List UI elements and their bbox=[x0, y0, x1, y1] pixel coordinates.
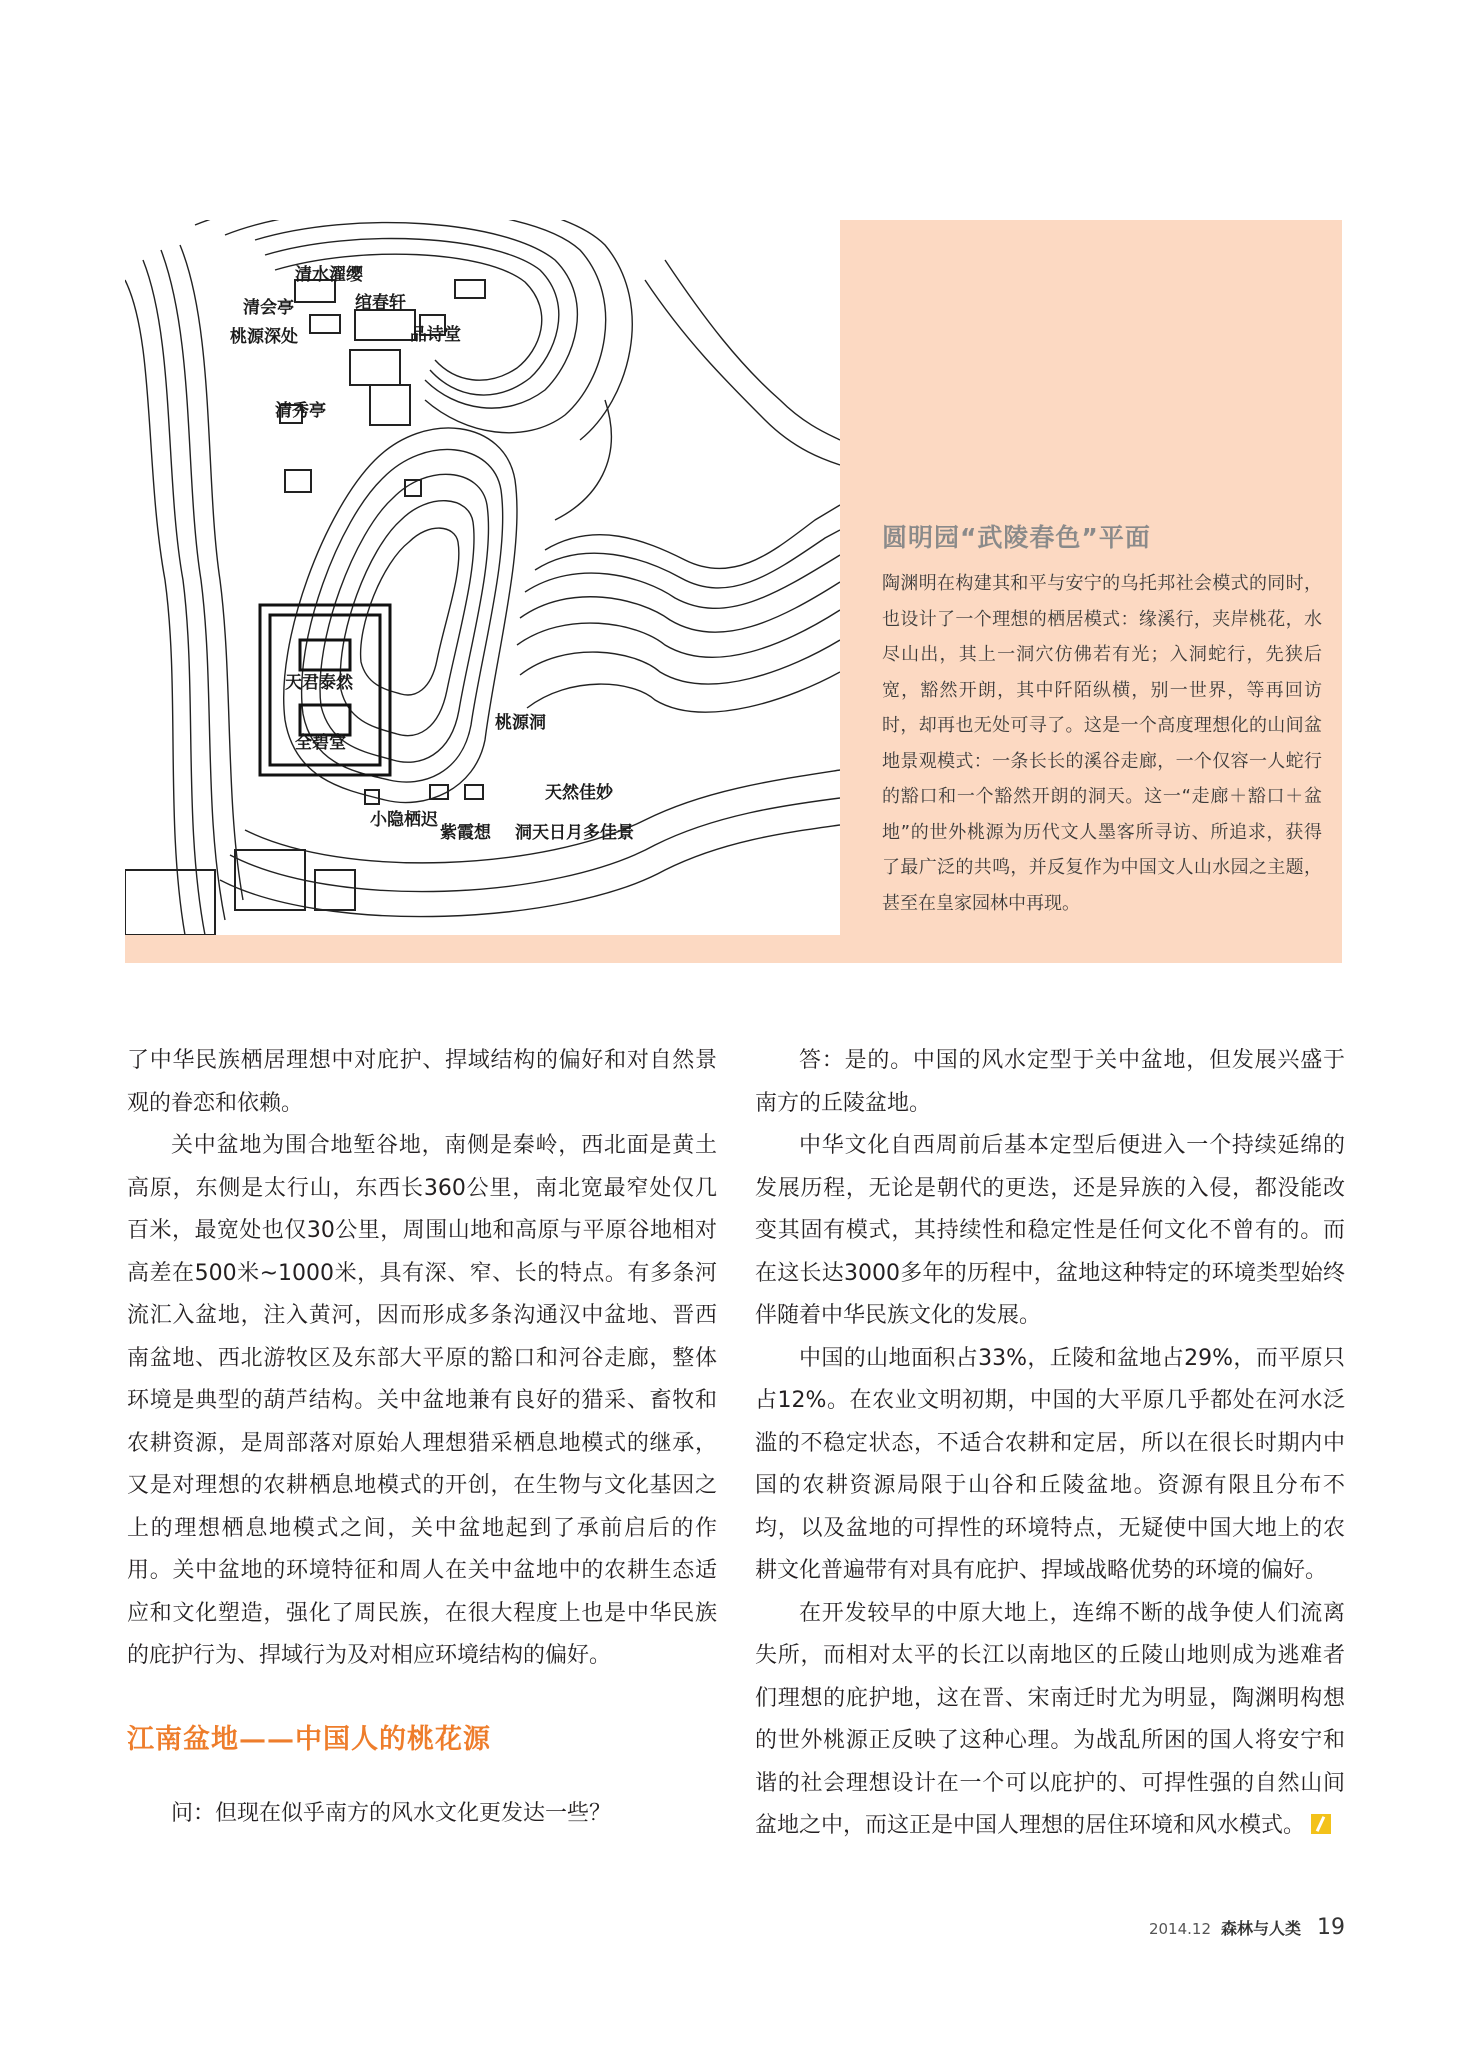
paragraph-last bbox=[755, 1593, 1345, 1848]
garden-plan-map bbox=[125, 220, 840, 935]
svg-text:清秀亭 bbox=[275, 400, 326, 421]
building bbox=[235, 850, 305, 910]
svg-text:绾春轩 bbox=[355, 292, 406, 313]
svg-text:洞天日月多佳景 bbox=[515, 822, 634, 843]
right-column bbox=[755, 1040, 1345, 1848]
map-label: 品诗堂 bbox=[410, 325, 461, 345]
svg-text:桃源洞 bbox=[495, 712, 546, 733]
building bbox=[430, 785, 448, 799]
contour-line bbox=[545, 505, 840, 569]
map-label: 清秀亭 bbox=[275, 401, 326, 421]
page-number: 19 bbox=[1317, 1915, 1345, 1940]
building bbox=[315, 870, 355, 910]
page-footer bbox=[1149, 1915, 1345, 1940]
paragraph-text: 在开发较早的中原大地上，连绵不断的战争使人们流离失所，而相对太平的长江以南地区的丘陵山地则成为逃难者们理想的庇护地，这在晋、宋南迁时尤为明显，陶渊明构想的世外桃源正反映了这种心理。为战乱所困的国人将安宁和谐的社会理想设计在一个可以庇护的、可捍性强的自然山间盆地之中，而这正是中国人理想的居住环境和风水模式。 bbox=[755, 1600, 1345, 1838]
svg-text:桃源深处 bbox=[230, 326, 298, 347]
end-mark-icon bbox=[1311, 1814, 1331, 1834]
contour-line bbox=[517, 610, 840, 657]
building bbox=[465, 785, 483, 799]
paragraph: 中国的山地面积占33%，丘陵和盆地占29%，而平原只占12%。在农业文明初期，中国的大平原几乎都处在河水泛滥的不稳定状态，不适合农耕和定居，所以在很长时期内中国的农耕资源局限于山谷和丘陵盆地。资源有限且分布不均，以及盆地的可捍性的环境特点，无疑使中国大地上的农耕文化普遍带有对具有庇护、捍域战略优势的环境的偏好。 bbox=[755, 1345, 1345, 1583]
map-label: 桃源洞 bbox=[495, 713, 546, 733]
contour-line bbox=[143, 260, 205, 935]
paragraph: 了中华民族栖居理想中对庇护、捍域结构的偏好和对自然景观的眷恋和依赖。 bbox=[127, 1048, 717, 1116]
map-label: 绾春轩 bbox=[355, 293, 406, 313]
contour-line bbox=[125, 280, 185, 935]
building bbox=[125, 870, 215, 935]
building bbox=[355, 310, 415, 340]
map-label: 清会亭 bbox=[243, 298, 294, 318]
contour-line bbox=[527, 672, 840, 712]
contour-line bbox=[255, 223, 577, 409]
paragraph: 中华文化自西周前后基本定型后便进入一个持续延绵的发展历程，无论是朝代的更迭，还是异族的入侵，都没能改变其固有模式，其持续性和稳定性是任何文化不曾有的。而在这长达3000多年的历程中，盆地这种特定的环境类型始终伴随着中华民族文化的发展。 bbox=[755, 1133, 1345, 1328]
svg-text:天君泰然 bbox=[285, 672, 354, 693]
contour-line bbox=[665, 260, 840, 440]
paragraph: 答：是的。中国的风水定型于关中盆地，但发展兴盛于南方的丘陵盆地。 bbox=[755, 1048, 1345, 1116]
svg-text:清会亭 bbox=[243, 297, 294, 318]
contour-line bbox=[340, 501, 474, 736]
contour-line bbox=[645, 280, 840, 465]
building bbox=[455, 280, 485, 298]
section-heading: 江南盆地——中国人的桃花源 bbox=[127, 1723, 491, 1755]
caption-title: 圆明园“武陵春色”平面 bbox=[882, 523, 1151, 552]
map-label: 紫霞想 bbox=[440, 823, 491, 843]
svg-text:全碧堂 bbox=[295, 732, 346, 753]
building bbox=[285, 470, 311, 492]
map-label: 天然佳妙 bbox=[545, 783, 613, 803]
contour-map-drawing bbox=[125, 220, 840, 935]
map-label: 小隐栖迟 bbox=[370, 810, 438, 830]
contour-line bbox=[520, 640, 840, 684]
magazine-name: 森林与人类 bbox=[1220, 1919, 1301, 1938]
map-label: 清水濯缨 bbox=[295, 265, 363, 285]
left-column bbox=[127, 1040, 717, 1836]
map-label: 洞天日月多佳景 bbox=[515, 823, 634, 843]
contour-line bbox=[555, 400, 611, 520]
map-label: 全碧堂 bbox=[295, 733, 346, 753]
svg-text:紫霞想 bbox=[440, 822, 492, 843]
paragraph: 关中盆地为围合地堑谷地，南侧是秦岭，西北面是黄土高原，东侧是太行山，东西长360公里，南北宽最窄处仅几百米，最宽处也仅30公里，周围山地和高原与平原谷地相对高差在500米~1000米，具有深、窄、长的特点。有多条河流汇入盆地，注入黄河，因而形成多条沟通汉中盆地、晋西南盆地、西北游牧区及东部大平原的豁口和河谷走廊，整体环境是典型的葫芦结构。关中盆地兼有良好的猎采、畜牧和农耕资源，是周部落对原始人理想猎采栖息地模式的继承，又是对理想的农耕栖息地模式的开创，在生物与文化基因之上的理想栖息地模式之间，关中盆地起到了承前启后的作用。关中盆地的环境特征和周人在关中盆地中的农耕生态适应和文化塑造，强化了周民族，在很大程度上也是中华民族的庇护行为、捍域行为及对相应环境结构的偏好。 bbox=[127, 1133, 717, 1668]
building bbox=[350, 350, 400, 385]
svg-text:小隐栖迟 bbox=[370, 809, 438, 830]
figure-caption bbox=[882, 518, 1322, 921]
map-label: 天君泰然 bbox=[285, 673, 353, 693]
building bbox=[370, 385, 410, 425]
svg-text:清水濯缨 bbox=[295, 264, 363, 285]
question-text: 问：但现在似乎南方的风水文化更发达一些？ bbox=[171, 1801, 612, 1826]
building bbox=[310, 315, 340, 333]
issue-date: 2014.12 bbox=[1148, 1920, 1211, 1938]
caption-body: 陶渊明在构建其和平与安宁的乌托邦社会模式的同时，也设计了一个理想的栖居模式：缘溪行，夹岸桃花，水尽山出，其上一洞穴仿佛若有光；入洞蛇行，先狭后宽，豁然开朗，其中阡陌纵横，别一世界，等再回访时，却再也无处可寻了。这是一个高度理想化的山间盆地景观模式：一条长长的溪谷走廊，一个仅容一人蛇行的豁口和一个豁然开朗的洞天。这一“走廊＋豁口＋盆地”的世外桃源为历代文人墨客所寻访、所追求，获得了最广泛的共鸣，并反复作为中国文人山水园之主题，甚至在皇家园林中再现。 bbox=[882, 573, 1322, 914]
contour-line bbox=[230, 798, 840, 892]
map-label: 桃源深处 bbox=[230, 327, 298, 347]
contour-line bbox=[535, 530, 840, 588]
contour-line bbox=[525, 555, 840, 608]
svg-text:天然佳妙 bbox=[545, 782, 614, 803]
svg-text:品诗堂 bbox=[410, 324, 461, 345]
